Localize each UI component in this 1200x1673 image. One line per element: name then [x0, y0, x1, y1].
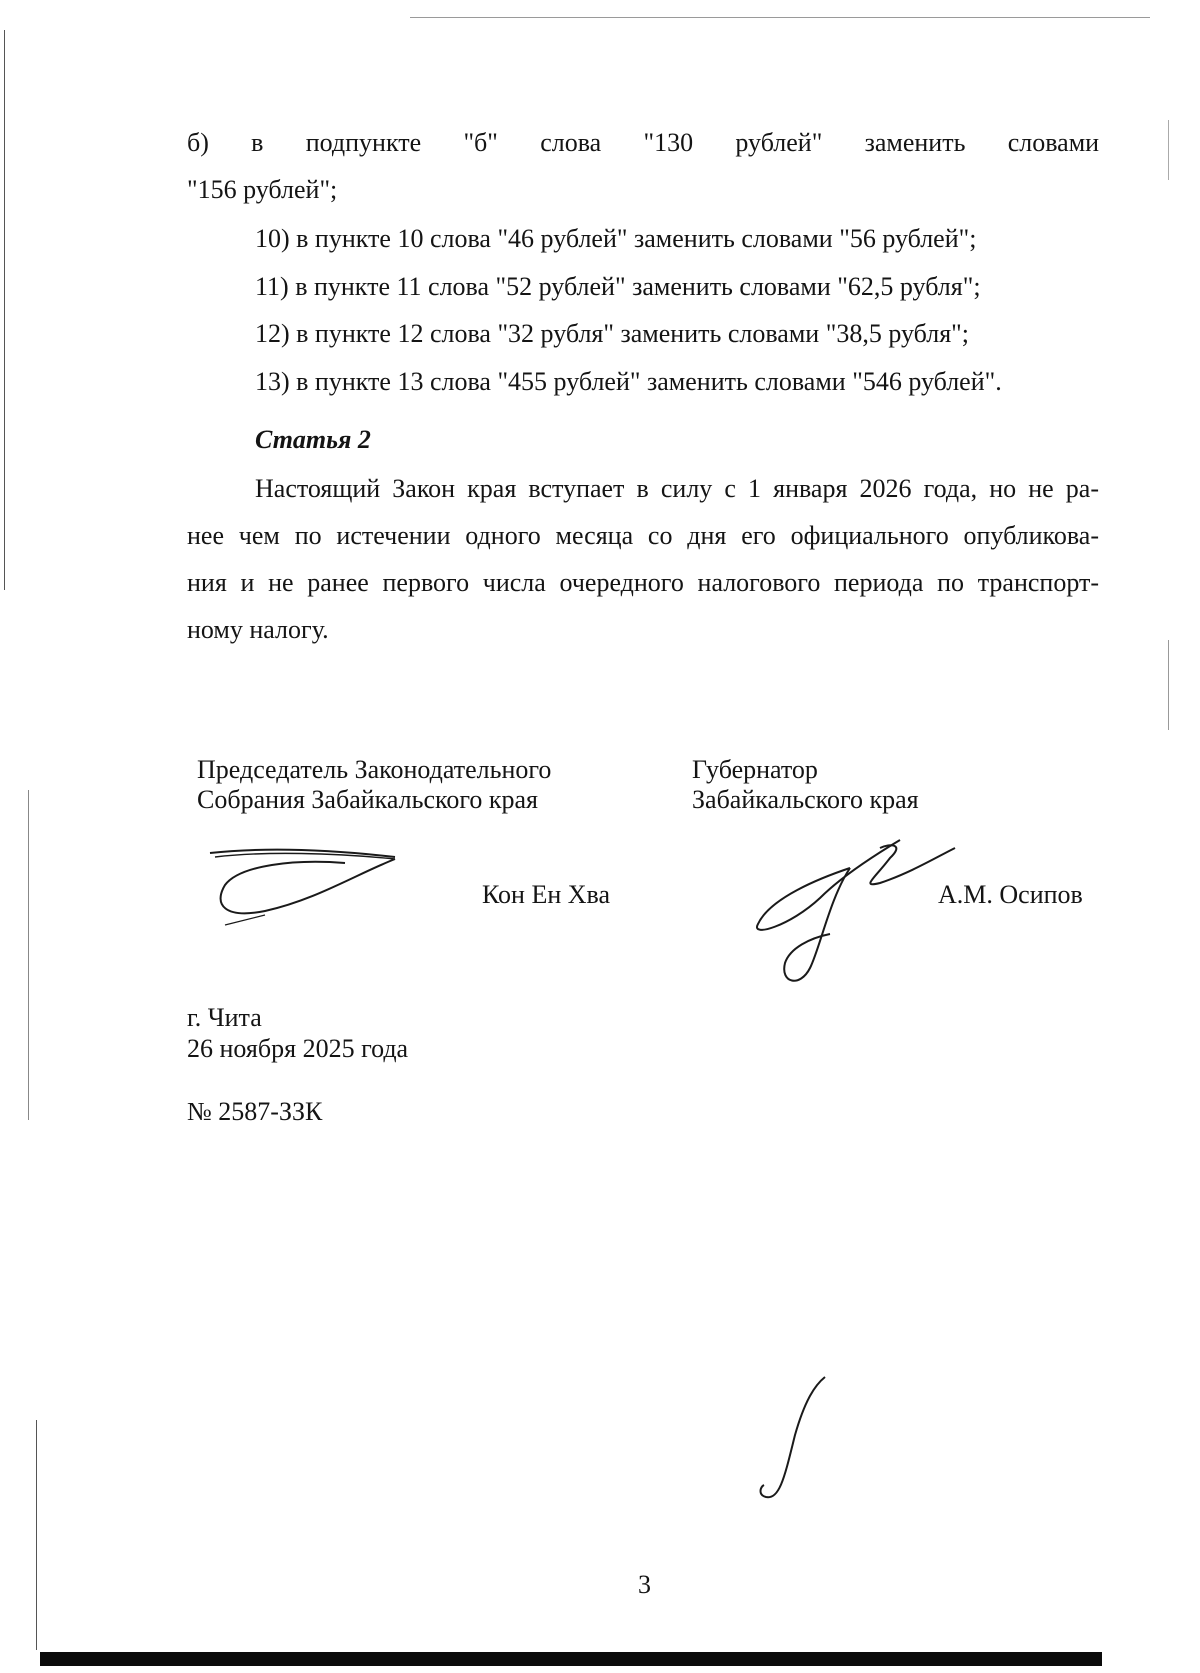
left-title-line-2: Собрания Забайкальского края [197, 785, 538, 814]
scan-bottom-edge [40, 1652, 1102, 1666]
para-b-line1: б) в подпункте "б" слова "130 рублей" заменить словами [187, 128, 1100, 157]
left-signatory-name: Кон Ен Хва [482, 880, 611, 909]
page-number: 3 [638, 1570, 651, 1599]
article-2-line-1: Настоящий Закон края вступает в силу с 1 января 2026 года, но не ра- [255, 474, 1099, 503]
left-signatory-title [197, 755, 551, 815]
scan-edge-left [4, 30, 5, 590]
initial-mark [730, 1375, 830, 1505]
left-title-line-1: Председатель Законодательного [197, 755, 552, 784]
left-handwritten-signature [205, 845, 405, 925]
para-b-line2: "156 рублей"; [187, 175, 338, 204]
city: г. Чита [187, 1003, 262, 1032]
scan-edge-right [1168, 640, 1169, 730]
scan-edge-left-bottom [36, 1420, 37, 1650]
item-10: 10) в пункте 10 слова "46 рублей" заменить словами "56 рублей"; [255, 224, 977, 253]
right-handwritten-signature [750, 838, 960, 988]
right-title-line-1: Губернатор [692, 755, 818, 784]
right-signatory-name: А.М. Осипов [938, 880, 1083, 909]
right-signatory-title [692, 755, 919, 815]
article-2-heading: Статья 2 [255, 425, 371, 454]
scan-edge-left-lower [28, 790, 29, 1120]
article-2-line-4: ному налогу. [187, 615, 329, 644]
item-12: 12) в пункте 12 слова "32 рубля" заменить словами "38,5 рубля"; [255, 319, 969, 348]
signing-date: 26 ноября 2025 года [187, 1034, 409, 1063]
item-11: 11) в пункте 11 слова "52 рублей" заменить словами "62,5 рубля"; [255, 272, 981, 301]
right-title-line-2: Забайкальского края [692, 785, 919, 814]
law-number: № 2587-ЗЗК [187, 1097, 323, 1126]
article-2-line-2: нее чем по истечении одного месяца со дня его официального опубликова- [187, 521, 1099, 550]
article-2-line-3: ния и не ранее первого числа очередного налогового периода по транспорт- [187, 568, 1099, 597]
scan-edge-top [410, 17, 1150, 18]
scan-edge-right-top [1168, 120, 1169, 180]
item-13: 13) в пункте 13 слова "455 рублей" заменить словами "546 рублей". [255, 367, 1002, 396]
